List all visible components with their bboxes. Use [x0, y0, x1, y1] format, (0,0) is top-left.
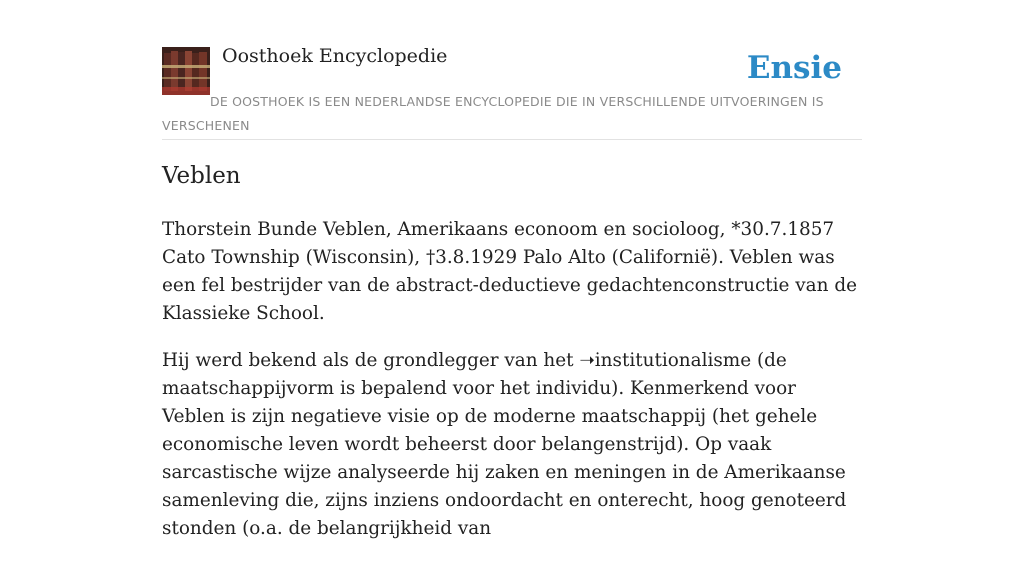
article-title: Veblen — [162, 163, 241, 189]
page-container — [162, 0, 862, 539]
article-paragraph: Hij werd bekend als de grondlegger van het ➝institutionalisme (de maatschappijvorm is bepalend voor het individu). Kenmerkend voor Veblen is zijn negatieve visie op de moderne maatschappij (het gehele economische leven wordt beheerst door belangenstrijd). Op vaak sarcastische wijze analyseerde hij zaken en meningen in de Amerikaanse samenleving die, zijns inziens ondoordacht en onterecht, hoog genoteerd stonden (o.a. de belangrijkheid van — [162, 350, 847, 539]
article-body — [162, 216, 862, 562]
article-paragraph: Thorstein Bunde Veblen, Amerikaans econoom en socioloog, *30.7.1857 Cato Township (Wisconsin), †3.8.1929 Palo Alto (Californië). Veblen was een fel bestrijder van de abstract-deductieve gedachtenconstructie van de Klassieke School. — [162, 219, 857, 324]
publication-avatar[interactable] — [162, 47, 210, 95]
publication-header — [162, 0, 862, 140]
encyclopedia-books-icon — [162, 47, 210, 95]
brand-logo[interactable]: Ensie — [746, 50, 842, 86]
publication-name[interactable]: Oosthoek Encyclopedie — [222, 45, 448, 67]
publication-tagline: DE OOSTHOEK IS EEN NEDERLANDSE ENCYCLOPEDIE DIE IN VERSCHILLENDE UITVOERINGEN IS VERSCHENEN — [162, 94, 824, 133]
